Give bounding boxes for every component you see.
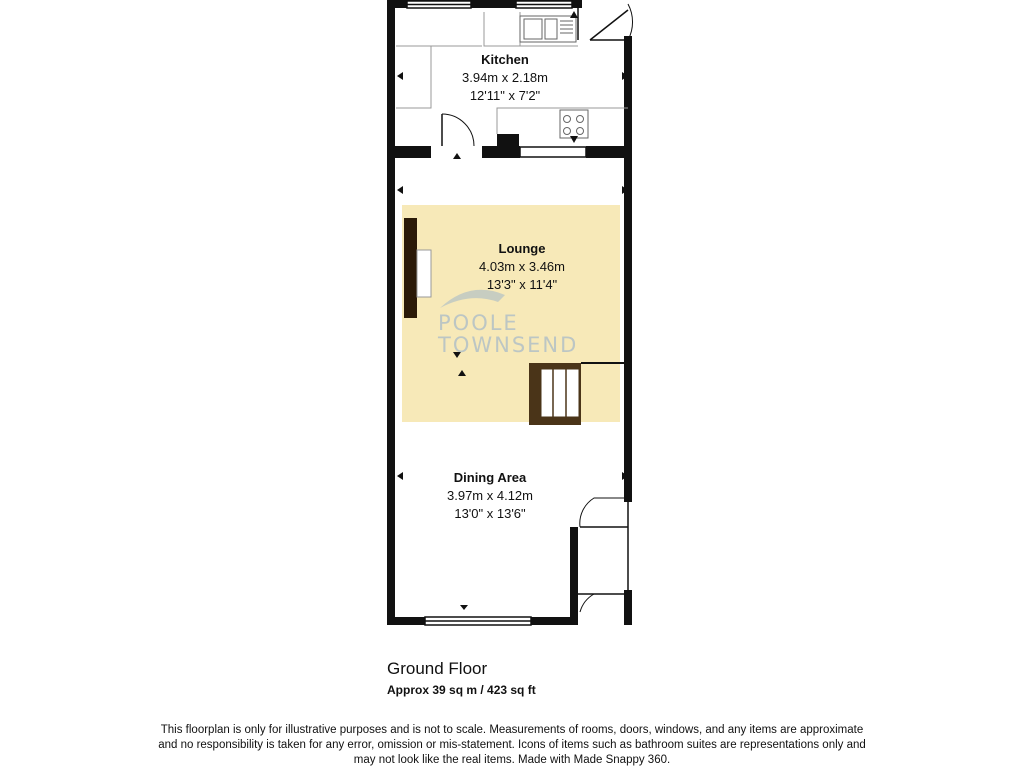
watermark-line: TOWNSEND (438, 333, 579, 357)
hob-icon (560, 110, 588, 138)
watermark-line: POOLE (438, 311, 519, 335)
disclaimer: This floorplan is only for illustrative purposes and is not to scale. Measurements of rooms, doors, windows, and any items are approximate and no responsibility is taken for any error, omission or mis-statement. Icons of items such as bathroom suites are representations only and may not look like the real items. Made with Made Snappy 360. (158, 724, 866, 766)
room-metric: 4.03m x 3.46m (479, 259, 565, 274)
floor-area: Approx 39 sq m / 423 sq ft (387, 683, 536, 697)
room-name: Lounge (498, 241, 546, 256)
door-icon (578, 4, 633, 40)
room-imperial: 12'11" x 7'2" (469, 88, 541, 103)
floor-title: Ground Floor (387, 659, 488, 678)
room-imperial: 13'3" x 11'4" (486, 277, 558, 292)
room-metric: 3.94m x 2.18m (462, 70, 548, 85)
kitchen-label (420, 51, 590, 105)
room-metric: 3.97m x 4.12m (447, 488, 533, 503)
dining-label (405, 469, 575, 523)
room-imperial: 13'0" x 13'6" (454, 506, 526, 521)
watermark-logo (438, 312, 598, 356)
room-name: Kitchen (481, 52, 529, 67)
door-icon (578, 498, 628, 612)
interior-wall (391, 134, 632, 158)
sink-icon (520, 16, 576, 42)
lounge-label (437, 240, 607, 294)
room-name: Dining Area (453, 470, 527, 485)
door-icon (442, 114, 474, 146)
